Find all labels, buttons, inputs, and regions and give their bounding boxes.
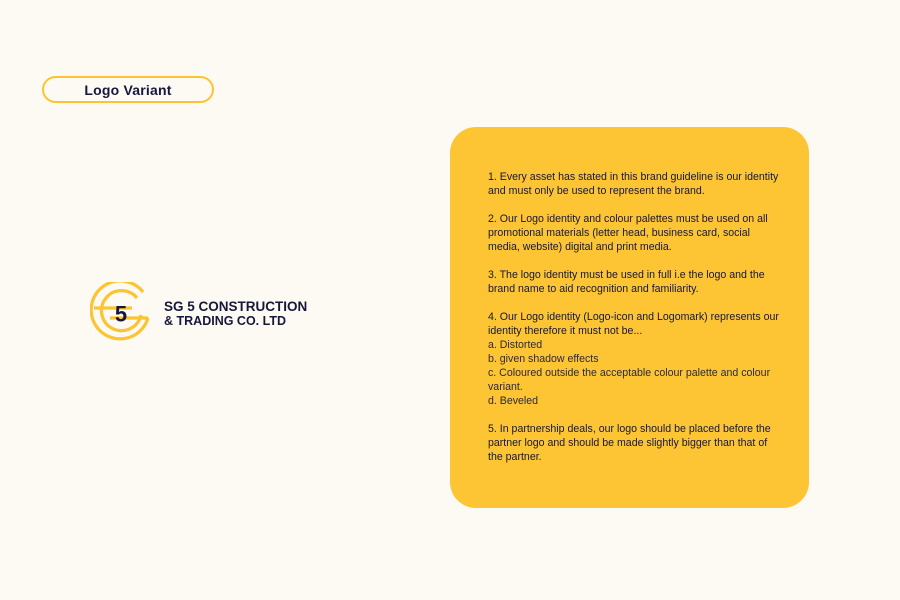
sg5-logo-icon [90, 282, 152, 344]
logo-wordmark [164, 300, 307, 328]
guideline-rule [488, 170, 779, 198]
guideline-rule-text: 1. Every asset has stated in this brand guideline is our identity and must only be used to represent the brand. [488, 171, 779, 197]
section-title-pill [42, 76, 214, 103]
guideline-rule-text: 2. Our Logo identity and colour palettes must be used on all promotional materials (letter head, business card, social media, website) digital and print media. [488, 213, 768, 253]
guideline-rule [488, 268, 779, 296]
guideline-rule-text: 3. The logo identity must be used in full i.e the logo and the brand name to aid recognition and familiarity. [488, 269, 765, 295]
brand-guidelines-card [450, 127, 809, 508]
guideline-sub-item: c. Coloured outside the acceptable colour palette and colour variant. [488, 367, 771, 393]
company-logo [90, 282, 307, 344]
guideline-rule-text: 4. Our Logo identity (Logo-icon and Logomark) represents our identity therefore it must not be... [488, 311, 779, 337]
guideline-rule [488, 310, 779, 408]
guideline-sub-item: b. given shadow effects [488, 353, 599, 365]
logo-wordmark-line2: & TRADING CO. LTD [164, 314, 286, 328]
guideline-sub-item: a. Distorted [488, 339, 543, 351]
logo-numeral: 5 [114, 301, 128, 327]
section-title: Logo Variant [84, 81, 172, 98]
logo-wordmark-line1: SG 5 CONSTRUCTION [164, 299, 308, 314]
guideline-sub-item: d. Beveled [488, 395, 539, 407]
guideline-rule [488, 422, 779, 464]
guideline-rule-text: 5. In partnership deals, our logo should be placed before the partner logo and should be made slightly bigger than that of the partner. [488, 423, 771, 463]
guideline-rule [488, 212, 779, 254]
